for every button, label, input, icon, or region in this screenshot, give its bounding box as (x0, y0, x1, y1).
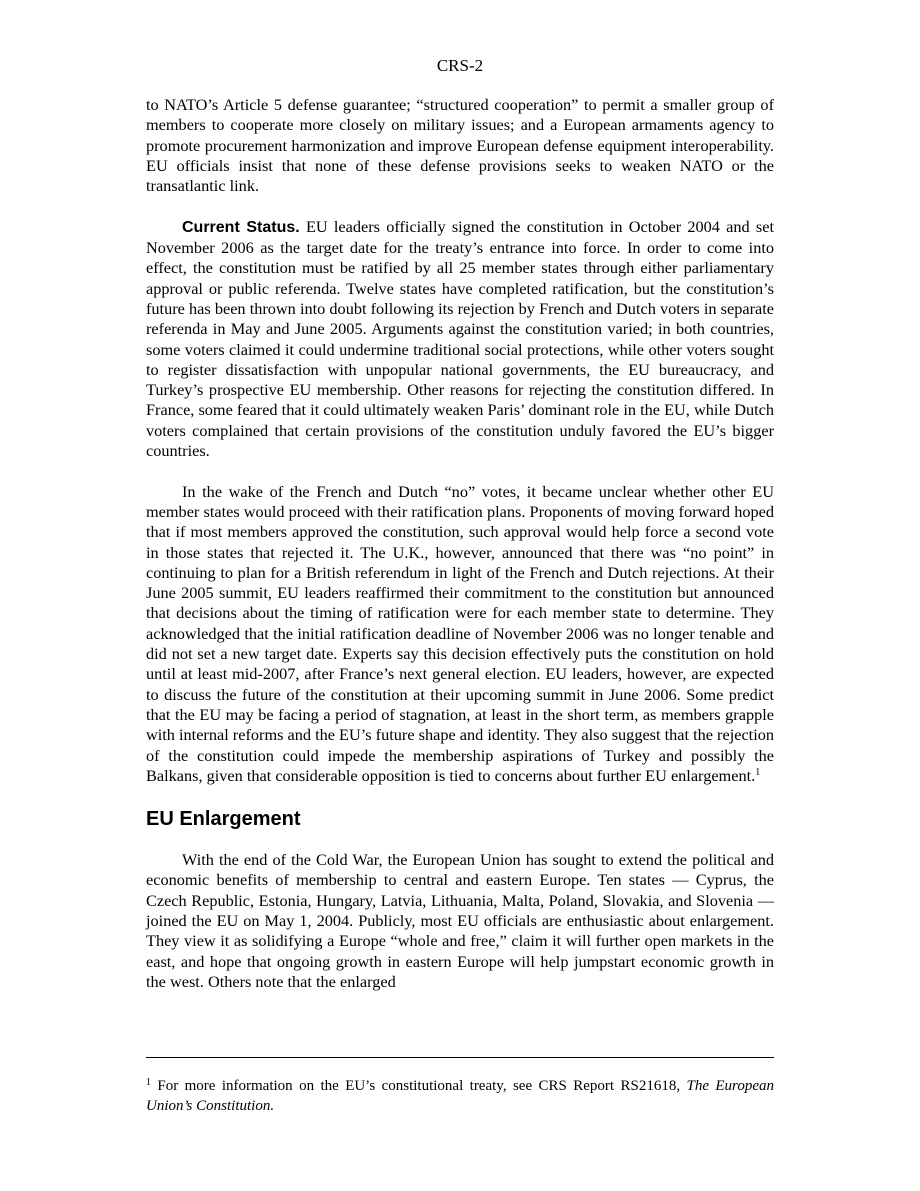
paragraph-enlargement: With the end of the Cold War, the European Union has sought to extend the political and economic benefits of membership to central and eastern Europe. Ten states — Cyprus, the Czech Republic, Estonia, Hungary, Latvia, Lithuania, Malta, Poland, Slovakia, and Slovenia — joined the EU on May 1, 2004. Publicly, most EU officials are enthusiastic about enlargement. They view it as solidifying a Europe “whole and free,” claim it will further open markets in the east, and hope that ongoing growth in eastern Europe will help jumpstart economic growth in the west. Others note that the enlarged (146, 850, 774, 991)
paragraph-current-status (146, 217, 774, 462)
footnote-report-title: The European Union’s Constitution. (146, 1078, 774, 1114)
footnote-text: For more information on the EU’s constitutional treaty, see CRS Report RS21618, (151, 1078, 687, 1094)
paragraph-spacer (146, 461, 774, 481)
paragraph-defense-provisions: to NATO’s Article 5 defense guarantee; “structured cooperation” to permit a smaller group of members to cooperate more closely on military issues; and a European armaments agency to promote procurement harmonization and improve European defense equipment interoperability. EU officials insist that none of these defense provisions seeks to weaken NATO or the transatlantic link. (146, 95, 774, 196)
footnote-reference[interactable]: 1 (755, 766, 761, 778)
current-status-text: EU leaders officially signed the constitution in October 2004 and set November 2006 as the target date for the treaty’s entrance into force. In order to come into effect, the constitution must be ratified by all 25 member states through either parliamentary approval or public referenda. Twelve states have completed ratification, but the constitution’s future has been thrown into doubt following its rejection by French and Dutch voters in separate referenda in May and June 2005. Arguments against the constitution varied; in both countries, some voters claimed it could undermine traditional social protections, while other voters sought to register dissatisfaction with unpopular national governments, the EU bureaucracy, and Turkey’s prospective EU membership. Other reasons for rejecting the constitution differed. In France, some feared that it could ultimately weaken Paris’ dominant role in the EU, while Dutch voters complained that certain provisions of the constitution unduly favored the EU’s bigger countries. (146, 216, 774, 461)
footnote (146, 1076, 774, 1116)
document-body (146, 95, 774, 992)
page-number-header: CRS-2 (436, 56, 484, 75)
section-heading-eu-enlargement: EU Enlargement (146, 808, 301, 831)
paragraph-spacer (146, 196, 774, 216)
paragraph-no-votes (146, 482, 774, 786)
no-votes-text: In the wake of the French and Dutch “no” votes, it became unclear whether other EU member states would proceed with their ratification plans. Proponents of moving forward hoped that if most members approved the constitution, such approval would help force a second vote in those states that rejected it. The U.K., however, announced that there was “no point” in continuing to plan for a British referendum in light of the French and Dutch rejections. At their June 2005 summit, EU leaders reaffirmed their commitment to the constitution but announced that decisions about the timing of ratification were for each member state to determine. They acknowledged that the initial ratification deadline of November 2006 was no longer tenable and did not set a new target date. Experts say this decision effectively puts the constitution on hold until at least mid-2007, after France’s next general election. EU leaders, however, are expected to discuss the future of the constitution at their upcoming summit in June 2006. Some predict that the EU may be facing a period of stagnation, at least in the short term, as members grapple with internal reforms and the EU’s future shape and identity. They also suggest that the rejection of the constitution could impede the membership aspirations of Turkey and possibly the Balkans, given that considerable opposition is tied to concerns about further EU enlargement. (146, 481, 775, 785)
current-status-heading: Current Status. (182, 218, 300, 236)
footnote-divider (146, 1057, 774, 1058)
footnote-number: 1 (146, 1077, 151, 1088)
